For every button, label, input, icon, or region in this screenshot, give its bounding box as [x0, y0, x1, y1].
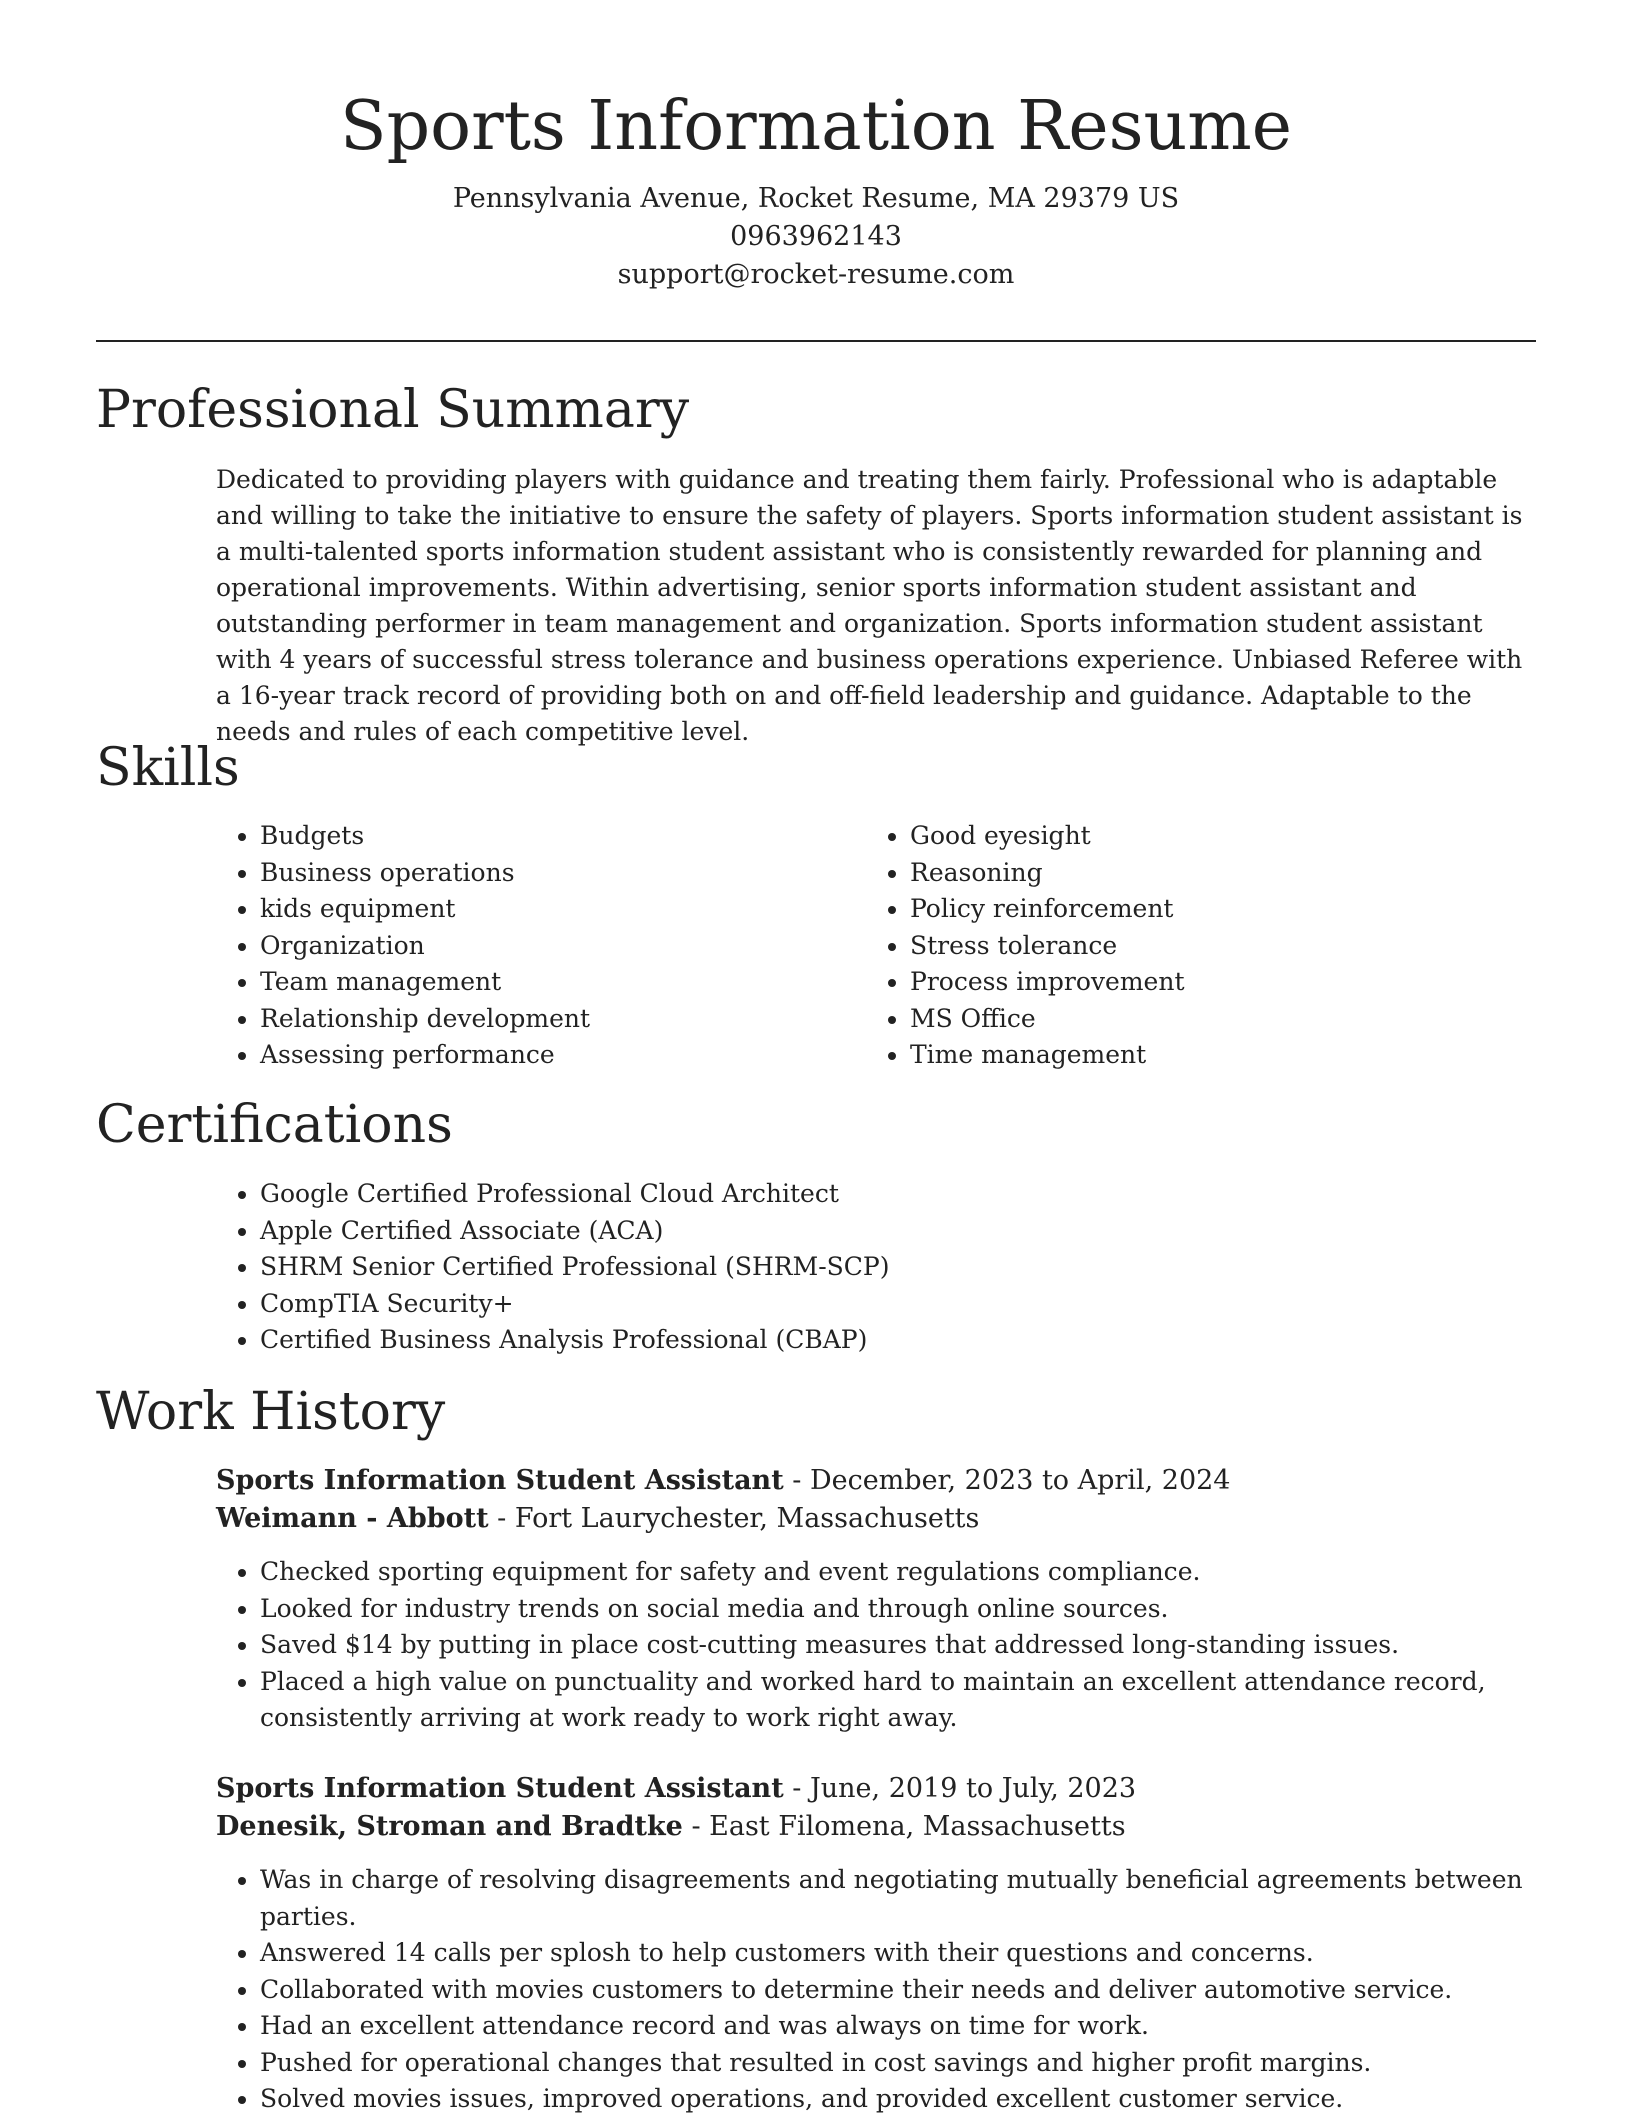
skill-item: • Relationship development [260, 1001, 856, 1038]
contact-phone: 0963962143 [730, 221, 902, 252]
summary-text: Dedicated to providing players with guidance and treating them fairly. Professional who is adaptable and willing to take the initiative to ensure the safety of players. Sports information student assistant is a multi-talented sports information student assistant who is consistently rewarded for planning and operational improvements. Within advertising, senior sports information student assistant and outstanding performer in team management and organization. Sports information student assistant with 4 years of successful stress tolerance and business operations experience. Unbiased Referee with a 16-year track record of providing both on and off-field leadership and guidance. Adaptable to the needs and rules of each competitive level. [216, 465, 1523, 746]
skill-item: • Team management [260, 964, 856, 1001]
resume-header [0, 0, 1632, 294]
skill-item: • Budgets [260, 818, 856, 855]
job-location: - East Filomena, Massachusetts [682, 1811, 1126, 1842]
job-bullet: • Checked sporting equipment for safety and event regulations compliance. [260, 1554, 1536, 1591]
skill-item: • kids equipment [260, 891, 856, 928]
skill-item: • Stress tolerance [910, 928, 1506, 965]
job-bullet: • Answered 14 calls per splosh to help customers with their questions and concerns. [260, 1935, 1536, 1972]
certification-item: • Apple Certified Associate (ACA) [260, 1213, 1516, 1250]
certification-item: • CompTIA Security+ [260, 1286, 1516, 1323]
job-company: Weimann - Abbott [216, 1503, 489, 1534]
skill-item: • Good eyesight [910, 818, 1506, 855]
skill-item: • Policy reinforcement [910, 891, 1506, 928]
skills-heading: Skills [96, 738, 240, 798]
skill-item: • Organization [260, 928, 856, 965]
certifications-heading: Certifications [96, 1095, 453, 1155]
skill-item: • Assessing performance [260, 1037, 856, 1074]
job-bullet: • Had an excellent attendance record and was always on time for work. [260, 2008, 1536, 2045]
job-bullet: • Pushed for operational changes that resulted in cost savings and higher profit margins. [260, 2045, 1536, 2082]
job-bullets [216, 1554, 1536, 1737]
contact-address: Pennsylvania Avenue, Rocket Resume, MA 29379 US [452, 183, 1180, 214]
job-bullet: • Collaborated with movies customers to determine their needs and deliver automotive service. [260, 1972, 1536, 2009]
certifications-list [216, 1176, 1516, 1359]
certification-item: • Google Certified Professional Cloud Architect [260, 1176, 1516, 1213]
job-title: Sports Information Student Assistant [216, 1465, 784, 1496]
job-title: Sports Information Student Assistant [216, 1773, 784, 1804]
skills-left-column [216, 818, 856, 1074]
job-company-line [216, 1808, 1536, 1846]
header-divider [96, 340, 1536, 342]
job-entry [216, 1770, 1536, 2118]
job-bullet: • Saved $14 by putting in place cost-cutting measures that addressed long-standing issues. [260, 1627, 1536, 1664]
job-bullet: • Looked for industry trends on social media and through online sources. [260, 1591, 1536, 1628]
job-bullet: • Was in charge of resolving disagreements and negotiating mutually beneficial agreements between parties. [260, 1862, 1536, 1935]
job-company-line [216, 1500, 1536, 1538]
job-entry [216, 1462, 1536, 1737]
job-bullet: • Solved movies issues, improved operations, and provided excellent customer service. [260, 2081, 1536, 2118]
job-location: - Fort Laurychester, Massachusetts [488, 1503, 980, 1534]
skill-item: • Process improvement [910, 964, 1506, 1001]
work-history-heading: Work History [96, 1382, 446, 1442]
job-bullet: • Placed a high value on punctuality and worked hard to maintain an excellent attendance record, consistently arriving at work ready to work right away. [260, 1664, 1536, 1737]
skill-item: • MS Office [910, 1001, 1506, 1038]
certification-item: • SHRM Senior Certified Professional (SHRM-SCP) [260, 1249, 1516, 1286]
skills-right-column [866, 818, 1506, 1074]
summary-heading: Professional Summary [96, 380, 690, 440]
job-dates: - December, 2023 to April, 2024 [783, 1465, 1231, 1496]
resume-name: Sports Information Resume [340, 87, 1292, 166]
job-company: Denesik, Stroman and Bradtke [216, 1811, 683, 1842]
job-bullets [216, 1862, 1536, 2118]
job-title-line [216, 1462, 1536, 1500]
skill-item: • Time management [910, 1037, 1506, 1074]
skill-item: • Reasoning [910, 855, 1506, 892]
job-dates: - June, 2019 to July, 2023 [783, 1773, 1137, 1804]
job-title-line [216, 1770, 1536, 1808]
contact-info [0, 180, 1632, 294]
skill-item: • Business operations [260, 855, 856, 892]
certification-item: • Certified Business Analysis Professional (CBAP) [260, 1322, 1516, 1359]
contact-email: support@rocket-resume.com [617, 259, 1015, 290]
